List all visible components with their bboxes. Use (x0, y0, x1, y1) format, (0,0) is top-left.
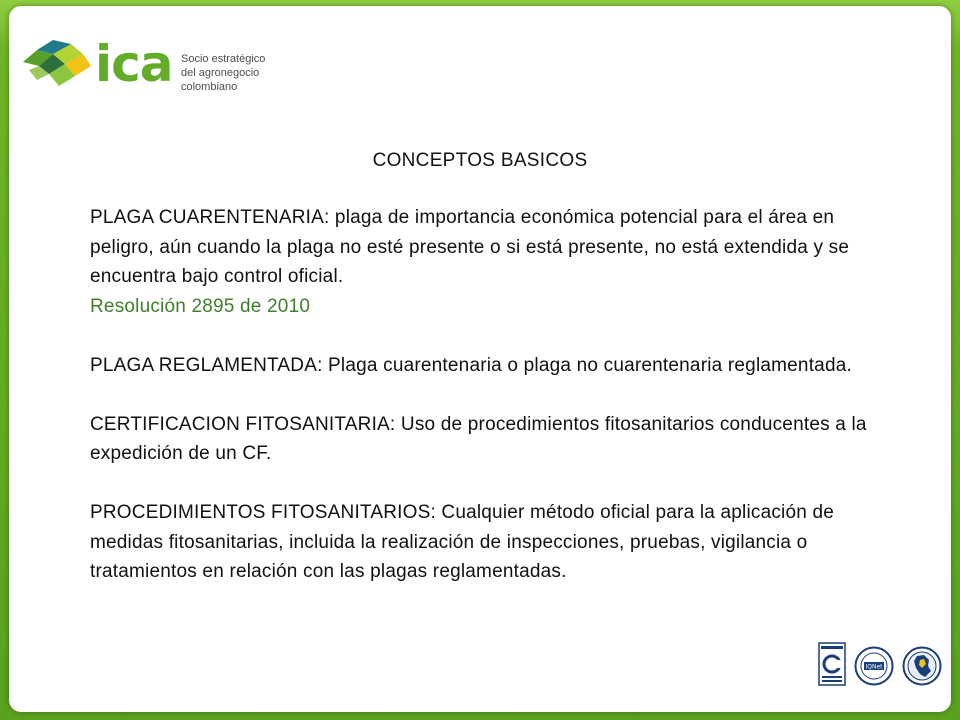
definition-text: Cualquier método oficial para la aplicación de medidas fitosanitarias, incluida la realización de inspecciones, pruebas, vigilancia o tratamientos en relación con las plagas reglamentadas. (90, 502, 835, 582)
definition-regulated-pest (90, 351, 870, 381)
colombia-map-seal-icon (902, 646, 942, 686)
brand-name: ica (95, 35, 173, 93)
tagline-line-1: Socio estratégico (181, 53, 266, 65)
slide-content (90, 203, 870, 587)
iqnet-certification-icon (854, 646, 894, 686)
resolution-reference: Resolución 2895 de 2010 (90, 295, 311, 317)
definition-phytosanitary-certification (90, 410, 870, 469)
definition-quarantine-pest (90, 203, 870, 321)
definition-text: Plaga cuarentenaria o plaga no cuarentenaria reglamentada. (322, 354, 852, 376)
brand-tagline (181, 52, 293, 94)
term: PLAGA REGLAMENTADA: (90, 354, 323, 376)
definition-text: Uso de procedimientos fitosanitarios conducentes a la expedición de un CF. (90, 413, 867, 464)
term: PROCEDIMIENTOS FITOSANITARIOS: (90, 502, 436, 523)
ica-logo (23, 35, 293, 93)
definition-text: plaga de importancia económica potencial para el área en peligro, aún cuando la plaga no esté presente o si está presente, no está extendida y se encuentra bajo control oficial. (90, 207, 850, 287)
iqnet-label: IQNet (865, 663, 883, 671)
icontec-certification-icon (818, 642, 846, 686)
slide-title: CONCEPTOS BASICOS (372, 150, 588, 171)
certification-seals (818, 638, 942, 686)
definition-phytosanitary-procedures (90, 498, 870, 587)
ica-leaf-icon (23, 40, 95, 92)
tagline-line-2: del agronegocio colombiano (181, 67, 260, 93)
term: PLAGA CUARENTENARIA: (90, 207, 330, 228)
term: CERTIFICACION FITOSANITARIA: (90, 413, 396, 435)
